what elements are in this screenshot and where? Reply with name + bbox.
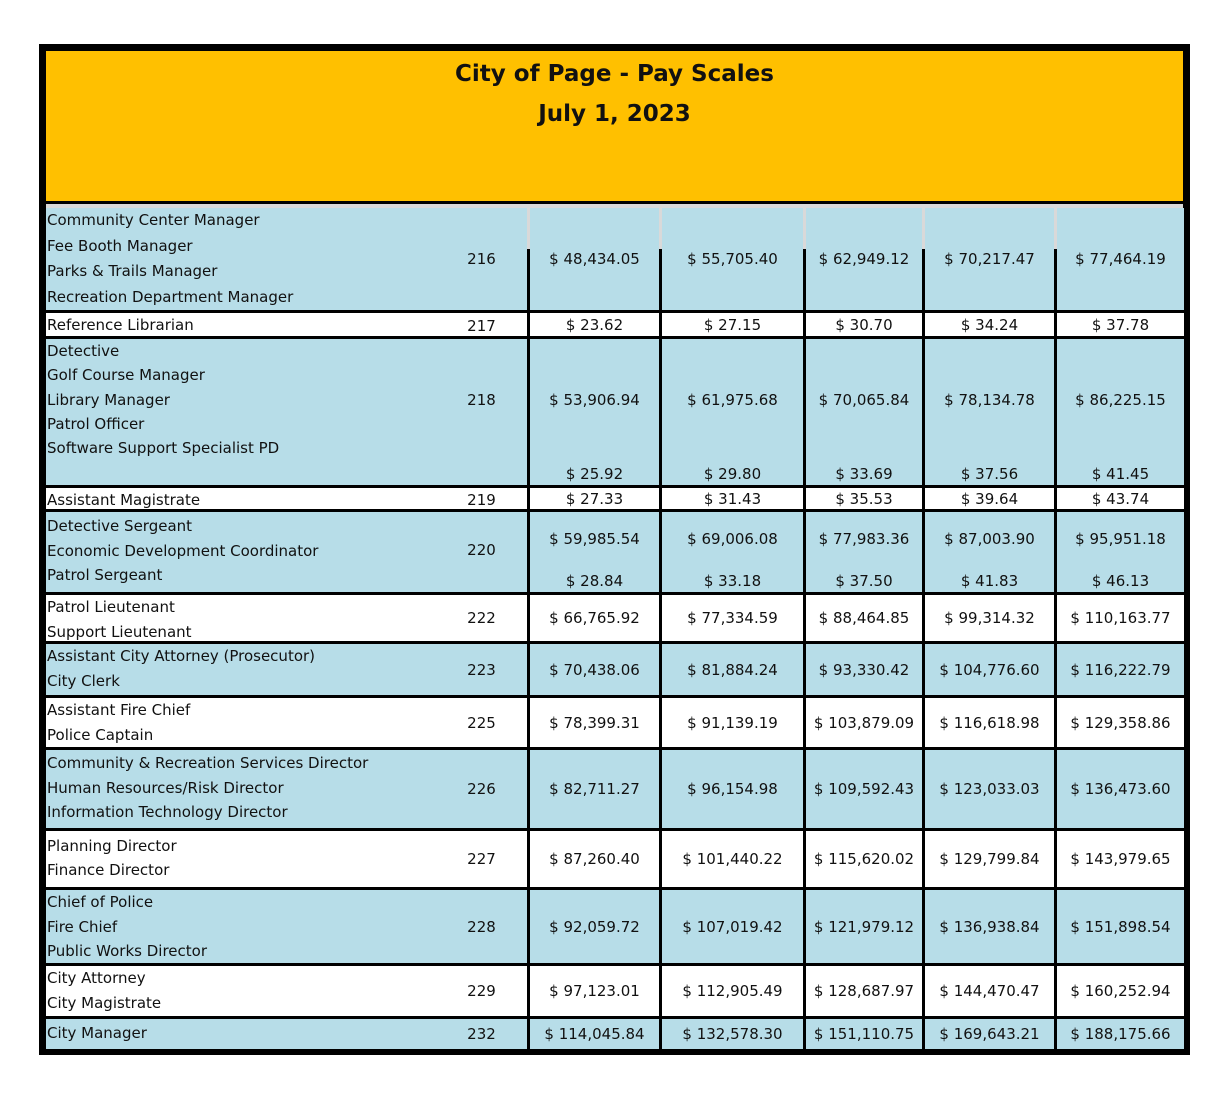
classification-titles: [46, 698, 190, 747]
pay-value: $ 69,006.08: [687, 530, 778, 548]
pay-value: $ 66,765.92: [549, 609, 640, 627]
pay-value: $ 81,884.24: [687, 660, 778, 679]
pay-cell: [806, 339, 922, 485]
pay-value: $ 87,260.40: [549, 850, 640, 868]
job-title: City Magistrate: [47, 993, 162, 1012]
pay-cell: [1057, 313, 1184, 336]
pay-cell: [530, 644, 659, 695]
grade-value: 228: [467, 917, 496, 936]
job-title: Community Center Manager: [47, 211, 260, 229]
pay-value: $ 103,879.09: [813, 713, 915, 732]
title-banner: [46, 51, 1183, 201]
pay-cell: [662, 890, 803, 963]
pay-cell: [530, 512, 659, 592]
pay-cell: [662, 966, 803, 1016]
pay-cell: [662, 339, 803, 485]
pay-cell: [925, 488, 1054, 509]
table-row: [39, 1019, 1190, 1049]
job-title: Information Technology Director: [47, 803, 288, 822]
pay-cell: [1057, 890, 1184, 963]
pay-value: $ 112,905.49: [682, 982, 783, 1000]
grade-value: 216: [467, 250, 496, 268]
grade-value: 219: [467, 490, 496, 509]
classification-titles: [46, 834, 177, 883]
pay-cell: [925, 966, 1054, 1016]
pay-value: $ 70,438.06: [549, 660, 640, 679]
pay-cell: [925, 1019, 1054, 1049]
pay-value: $ 188,175.66: [1070, 1025, 1171, 1043]
grade-value: 226: [467, 780, 496, 798]
pay-cell: [1057, 339, 1184, 485]
pay-cell: [925, 313, 1054, 336]
classification-cell: [46, 1019, 527, 1049]
pay-cell: [1057, 750, 1184, 828]
pay-value: $ 77,983.36: [818, 530, 910, 548]
pay-value: $ 110,163.77: [1070, 609, 1171, 627]
pay-value: $ 114,045.84: [544, 1025, 645, 1043]
pay-cell: [530, 750, 659, 828]
pay-cell: [806, 698, 922, 747]
pay-cell: [1057, 698, 1184, 747]
job-title: Detective Sergeant: [47, 517, 193, 535]
pay-cell: [662, 644, 803, 695]
pay-cell: [662, 512, 803, 592]
job-title: Public Works Director: [47, 942, 207, 960]
pay-cell: [1057, 831, 1184, 887]
pay-value: $ 27.15: [703, 315, 762, 334]
pay-cell: [925, 208, 1054, 310]
hourly-value: $ 33.18: [703, 572, 762, 590]
job-title: City Attorney: [47, 969, 146, 987]
classification-cell: [46, 339, 527, 485]
job-title: Software Support Specialist PD: [47, 439, 280, 458]
job-title: Parks & Trails Manager: [47, 262, 218, 280]
pay-value: $ 136,473.60: [1070, 780, 1171, 798]
job-title: Patrol Lieutenant: [47, 598, 175, 616]
job-title: Library Manager: [47, 390, 170, 409]
pay-cell: [530, 890, 659, 963]
pay-cell: [806, 512, 922, 592]
classification-cell: [46, 488, 527, 509]
pay-cell: [806, 831, 922, 887]
pay-value: $ 96,154.98: [687, 780, 778, 798]
job-title: Finance Director: [47, 861, 170, 879]
table-row: [39, 313, 1190, 336]
pay-cell: [806, 595, 922, 641]
pay-cell: [806, 966, 922, 1016]
pay-cell: [1057, 1019, 1184, 1049]
job-title: City Manager: [47, 1023, 147, 1042]
job-title: Detective: [47, 342, 120, 360]
pay-cell: [530, 208, 659, 310]
pay-cell: [806, 313, 922, 336]
pay-cell: [1057, 644, 1184, 695]
classification-cell: [46, 890, 527, 963]
pay-cell: [806, 750, 922, 828]
classification-titles: [46, 1021, 147, 1046]
pay-cell: [530, 313, 659, 336]
pay-value: $ 169,643.21: [939, 1025, 1040, 1043]
pay-value: $ 123,033.03: [939, 780, 1040, 798]
pay-cell: [806, 208, 922, 310]
pay-value: $ 95,951.18: [1075, 530, 1166, 548]
job-title: Police Captain: [47, 725, 154, 744]
pay-value: $ 35.53: [835, 489, 893, 508]
classification-titles: [46, 488, 200, 513]
pay-cell: [662, 313, 803, 336]
table-row: [39, 208, 1190, 310]
pay-scale-sheet: [39, 44, 1190, 1055]
job-title: Assistant City Attorney (Prosecutor): [47, 647, 316, 665]
pay-value: $ 115,620.02: [813, 850, 915, 868]
grade-value: 222: [467, 609, 496, 627]
pay-value: $ 77,334.59: [687, 609, 778, 627]
classification-titles: [46, 644, 315, 693]
pay-value: $ 129,358.86: [1070, 713, 1171, 732]
classification-titles: [46, 208, 293, 310]
hourly-value: $ 37.50: [835, 572, 893, 590]
grade-value: 218: [467, 391, 496, 409]
pay-value: $ 116,222.79: [1070, 660, 1171, 679]
pay-cell: [1057, 595, 1184, 641]
pay-value: $ 31.43: [703, 489, 762, 508]
pay-cell: [662, 698, 803, 747]
job-title: Support Lieutenant: [47, 622, 192, 641]
pay-value: $ 132,578.30: [682, 1025, 783, 1043]
pay-cell: [530, 698, 659, 747]
pay-value: $ 59,985.54: [549, 530, 640, 548]
classification-titles: [46, 751, 368, 825]
pay-value: $ 55,705.40: [687, 250, 778, 268]
pay-cell: [925, 831, 1054, 887]
job-title: Human Resources/Risk Director: [47, 778, 284, 797]
pay-value: $ 93,330.42: [818, 660, 910, 679]
hourly-value: $ 41.45: [1091, 465, 1150, 483]
table-row: [39, 488, 1190, 509]
pay-value: $ 30.70: [835, 315, 893, 334]
pay-value: $ 39.64: [960, 489, 1019, 508]
pay-cell: [806, 1019, 922, 1049]
pay-value: $ 97,123.01: [549, 982, 640, 1000]
hourly-value: $ 41.83: [960, 572, 1019, 590]
pay-value: $ 92,059.72: [549, 917, 640, 936]
pay-value: $ 101,440.22: [682, 850, 783, 868]
pay-cell: [806, 488, 922, 509]
pay-value: $ 86,225.15: [1075, 391, 1166, 409]
job-title: Recreation Department Manager: [47, 287, 294, 306]
pay-value: $ 77,464.19: [1075, 250, 1166, 268]
pay-cell: [925, 339, 1054, 485]
classification-titles: [46, 313, 194, 338]
job-title: City Clerk: [47, 671, 120, 690]
classification-cell: [46, 313, 527, 336]
job-title: Community & Recreation Services Director: [47, 754, 369, 773]
grade-value: 217: [467, 316, 496, 335]
job-title: Reference Librarian: [47, 316, 194, 334]
job-title: Fee Booth Manager: [47, 236, 193, 255]
page-subtitle: July 1, 2023: [538, 101, 691, 127]
page-title: City of Page - Pay Scales: [455, 61, 774, 87]
hourly-value: $ 37.56: [960, 465, 1019, 483]
pay-cell: [662, 1019, 803, 1049]
job-title: Economic Development Coordinator: [47, 541, 319, 560]
pay-cell: [662, 750, 803, 828]
pay-cell: [662, 831, 803, 887]
grade-value: 227: [467, 850, 496, 868]
pay-cell: [925, 750, 1054, 828]
table-row: [39, 890, 1190, 963]
pay-value: $ 61,975.68: [687, 391, 778, 409]
pay-value: $ 136,938.84: [939, 917, 1040, 936]
job-title: Planning Director: [47, 836, 177, 855]
pay-cell: [1057, 966, 1184, 1016]
job-title: Assistant Magistrate: [47, 491, 201, 509]
pay-cell: [1057, 512, 1184, 592]
pay-value: $ 48,434.05: [549, 250, 640, 268]
job-title: Fire Chief: [47, 917, 118, 936]
pay-value: $ 151,898.54: [1070, 917, 1171, 936]
pay-cell: [530, 595, 659, 641]
pay-value: $ 151,110.75: [813, 1025, 915, 1043]
grade-value: 229: [467, 982, 496, 1000]
classification-titles: [46, 595, 192, 644]
pay-value: $ 99,314.32: [944, 609, 1035, 627]
pay-cell: [530, 339, 659, 485]
pay-value: $ 143,979.65: [1070, 850, 1171, 868]
table-row: [39, 512, 1190, 592]
pay-value: $ 62,949.12: [818, 250, 910, 268]
classification-cell: [46, 966, 527, 1016]
table-row: [39, 339, 1190, 485]
grade-value: 220: [467, 541, 496, 559]
classification-cell: [46, 208, 527, 310]
hourly-value: $ 33.69: [835, 465, 893, 483]
pay-value: $ 70,065.84: [818, 391, 910, 409]
pay-cell: [662, 595, 803, 641]
pay-value: $ 78,399.31: [549, 713, 640, 732]
pay-value: $ 107,019.42: [682, 917, 783, 936]
grade-value: 232: [467, 1025, 496, 1043]
pay-value: $ 87,003.90: [944, 530, 1035, 548]
hourly-value: $ 29.80: [703, 465, 762, 483]
pay-value: $ 23.62: [565, 315, 624, 334]
job-title: Chief of Police: [47, 893, 154, 911]
pay-cell: [662, 488, 803, 509]
pay-cell: [530, 488, 659, 509]
table-row: [39, 698, 1190, 747]
pay-value: $ 116,618.98: [939, 713, 1040, 732]
job-title: Assistant Fire Chief: [47, 701, 191, 719]
job-title: Patrol Sergeant: [47, 566, 163, 584]
pay-value: $ 144,470.47: [939, 982, 1040, 1000]
pay-cell: [806, 890, 922, 963]
pay-value: $ 37.78: [1091, 315, 1150, 334]
pay-value: $ 160,252.94: [1070, 982, 1171, 1000]
pay-cell: [530, 966, 659, 1016]
table-row: [39, 750, 1190, 828]
pay-cell: [1057, 208, 1184, 310]
pay-value: $ 104,776.60: [939, 660, 1040, 679]
pay-cell: [530, 831, 659, 887]
classification-cell: [46, 831, 527, 887]
pay-value: $ 78,134.78: [944, 391, 1035, 409]
hourly-value: $ 28.84: [565, 572, 624, 590]
pay-value: $ 70,217.47: [944, 250, 1035, 268]
classification-titles: [46, 890, 207, 964]
pay-value: $ 27.33: [565, 489, 624, 508]
grade-value: 223: [467, 660, 496, 679]
grade-value: 225: [467, 713, 496, 732]
pay-value: $ 43.74: [1091, 489, 1150, 508]
pay-cell: [806, 644, 922, 695]
classification-cell: [46, 512, 527, 592]
pay-cell: [530, 1019, 659, 1049]
table-row: [39, 595, 1190, 641]
pay-value: $ 88,464.85: [818, 609, 910, 627]
hourly-value: $ 46.13: [1091, 572, 1150, 590]
pay-cell: [662, 208, 803, 310]
table-row: [39, 966, 1190, 1016]
pay-value: $ 128,687.97: [813, 982, 915, 1000]
pay-value: $ 34.24: [960, 315, 1019, 334]
pay-cell: [925, 512, 1054, 592]
pay-value: $ 121,979.12: [813, 917, 915, 936]
classification-titles: [46, 339, 279, 461]
pay-value: $ 109,592.43: [813, 780, 915, 798]
table-row: [39, 644, 1190, 695]
pay-value: $ 129,799.84: [939, 850, 1040, 868]
classification-titles: [46, 514, 318, 588]
job-title: Golf Course Manager: [47, 366, 205, 385]
classification-cell: [46, 750, 527, 828]
pay-cell: [925, 698, 1054, 747]
pay-value: $ 91,139.19: [687, 713, 778, 732]
pay-cell: [925, 595, 1054, 641]
classification-cell: [46, 644, 527, 695]
classification-cell: [46, 595, 527, 641]
table-row: [39, 831, 1190, 887]
pay-value: $ 53,906.94: [549, 391, 640, 409]
hourly-value: $ 25.92: [565, 465, 624, 483]
classification-cell: [46, 698, 527, 747]
classification-titles: [46, 966, 161, 1015]
pay-value: $ 82,711.27: [549, 780, 640, 798]
job-title: Patrol Officer: [47, 414, 145, 433]
pay-cell: [925, 644, 1054, 695]
pay-cell: [925, 890, 1054, 963]
pay-cell: [1057, 488, 1184, 509]
